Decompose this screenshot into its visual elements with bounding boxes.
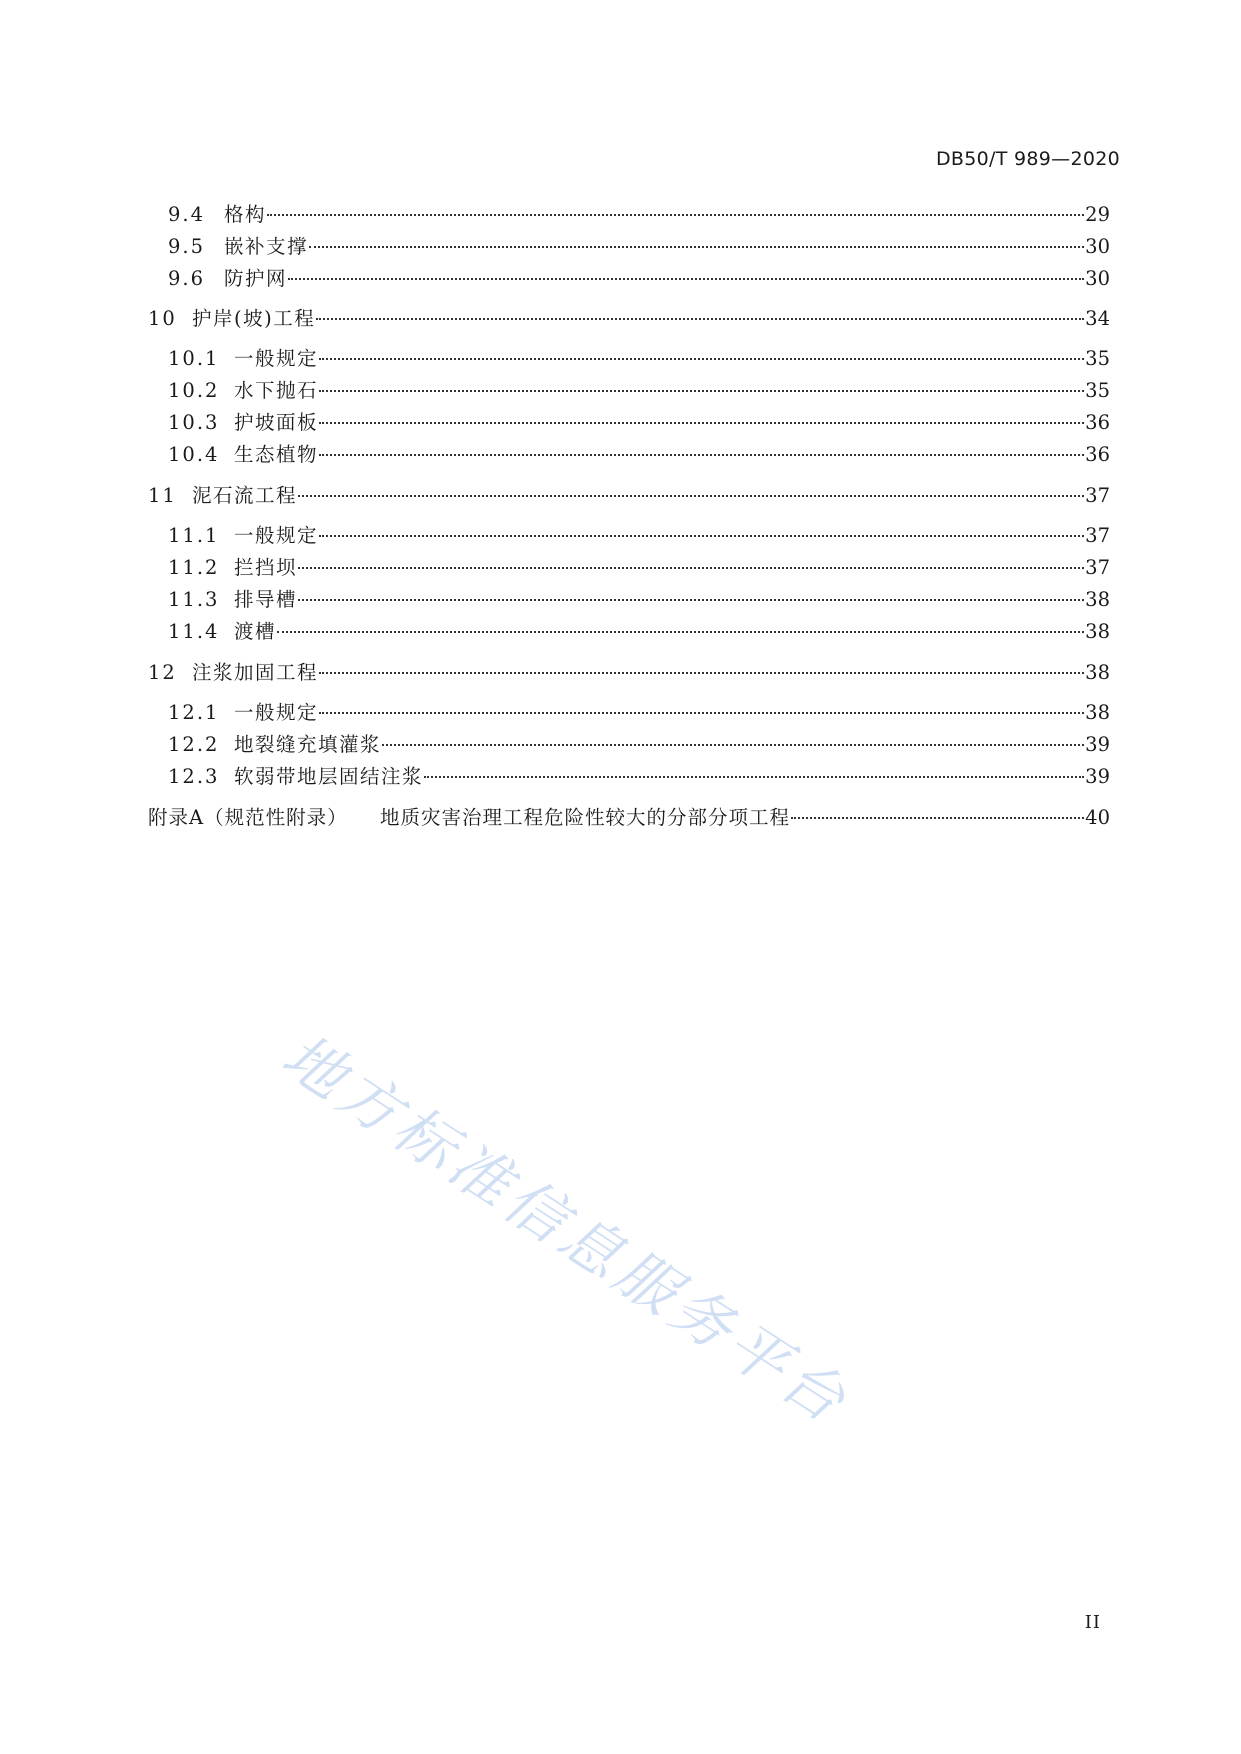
document-code: DB50/T 989—2020 (935, 148, 1120, 170)
toc-page: 37 (1085, 484, 1110, 507)
toc-entry[interactable] (148, 304, 1110, 334)
toc-leader (298, 567, 1084, 569)
toc-number: 11.1 (168, 524, 220, 547)
toc-number: 11.4 (168, 620, 220, 643)
toc-leader (319, 422, 1084, 424)
toc-title: 渡槽 (234, 620, 277, 643)
toc-page: 39 (1085, 733, 1110, 756)
toc-number: 11.2 (168, 556, 220, 579)
toc-number: 12.2 (168, 733, 220, 756)
toc-number: 10.4 (168, 443, 220, 466)
toc-leader (382, 744, 1084, 746)
toc-page: 38 (1085, 588, 1110, 611)
toc-entry[interactable] (148, 730, 1110, 760)
toc-page: 40 (1085, 806, 1110, 829)
toc-number: 9.4 (168, 203, 206, 226)
toc-page: 36 (1085, 443, 1110, 466)
toc-leader (319, 712, 1084, 714)
toc-title: 水下抛石 (234, 379, 319, 402)
toc-entry[interactable] (148, 658, 1110, 688)
toc-page: 38 (1085, 620, 1110, 643)
toc-title: 软弱带地层固结注浆 (234, 765, 424, 788)
toc-number: 9.5 (168, 235, 206, 258)
toc-entry[interactable] (148, 200, 1110, 230)
toc-page: 36 (1085, 411, 1110, 434)
toc-page: 30 (1085, 267, 1110, 290)
toc-leader (298, 495, 1084, 497)
toc-title: 防护网 (224, 267, 288, 290)
toc-page: 37 (1085, 524, 1110, 547)
toc-entry[interactable] (148, 264, 1110, 294)
toc-leader (319, 390, 1084, 392)
toc-page: 37 (1085, 556, 1110, 579)
page-number: II (1084, 1612, 1101, 1633)
toc-page: 38 (1085, 661, 1110, 684)
toc-number: 11 (148, 484, 177, 507)
toc-number: 9.6 (168, 267, 206, 290)
toc-number: 12 (148, 661, 177, 684)
toc-title: 一般规定 (234, 347, 319, 370)
toc-entry[interactable] (148, 698, 1110, 728)
toc-page: 35 (1085, 347, 1110, 370)
toc-title: 格构 (224, 203, 267, 226)
toc-title: 生态植物 (234, 443, 319, 466)
toc-title: 嵌补支撑 (224, 235, 309, 258)
toc-number: 10.2 (168, 379, 220, 402)
watermark: 地方标准信息服务平台 (269, 1020, 862, 1440)
toc-entry[interactable] (148, 481, 1110, 511)
toc-leader (319, 358, 1084, 360)
toc-leader (316, 318, 1084, 320)
toc-leader (791, 817, 1084, 819)
toc-number: 10.1 (168, 347, 220, 370)
toc-number: 10 (148, 307, 177, 330)
toc-page: 35 (1085, 379, 1110, 402)
toc-page: 38 (1085, 701, 1110, 724)
toc-leader (319, 535, 1084, 537)
toc-leader (298, 599, 1084, 601)
toc-title: 地质灾害治理工程危险性较大的分部分项工程 (380, 806, 791, 829)
toc-title: 护岸(坡)工程 (192, 307, 316, 330)
toc-entry[interactable] (148, 408, 1110, 438)
toc-entry[interactable] (148, 440, 1110, 470)
toc-title: 地裂缝充填灌浆 (234, 733, 382, 756)
toc-leader (309, 246, 1084, 248)
toc-title: 排导槽 (234, 588, 298, 611)
toc-entry[interactable] (148, 521, 1110, 551)
toc-entry[interactable] (148, 585, 1110, 615)
toc-number: 12.3 (168, 765, 220, 788)
toc-title: 拦挡坝 (234, 556, 298, 579)
toc-leader (288, 278, 1084, 280)
toc-entry[interactable] (148, 553, 1110, 583)
toc-entry-appendix[interactable] (148, 803, 1110, 833)
toc-page: 30 (1085, 235, 1110, 258)
toc-leader (319, 454, 1084, 456)
toc-leader (319, 672, 1084, 674)
toc-page: 29 (1085, 203, 1110, 226)
toc-page: 39 (1085, 765, 1110, 788)
toc-title: 注浆加固工程 (192, 661, 319, 684)
toc-entry[interactable] (148, 376, 1110, 406)
toc-title: 一般规定 (234, 701, 319, 724)
toc-number: 10.3 (168, 411, 220, 434)
toc-title: 一般规定 (234, 524, 319, 547)
toc-number: 附录A（规范性附录） (148, 806, 348, 829)
toc-number: 11.3 (168, 588, 220, 611)
toc-title: 泥石流工程 (192, 484, 298, 507)
toc-leader (277, 631, 1084, 633)
toc-entry[interactable] (148, 617, 1110, 647)
toc-page: 34 (1085, 307, 1110, 330)
toc-number: 12.1 (168, 701, 220, 724)
toc-leader (267, 214, 1084, 216)
toc-entry[interactable] (148, 344, 1110, 374)
toc-title: 护坡面板 (234, 411, 319, 434)
toc-entry[interactable] (148, 762, 1110, 792)
toc-entry[interactable] (148, 232, 1110, 262)
toc-leader (424, 776, 1084, 778)
